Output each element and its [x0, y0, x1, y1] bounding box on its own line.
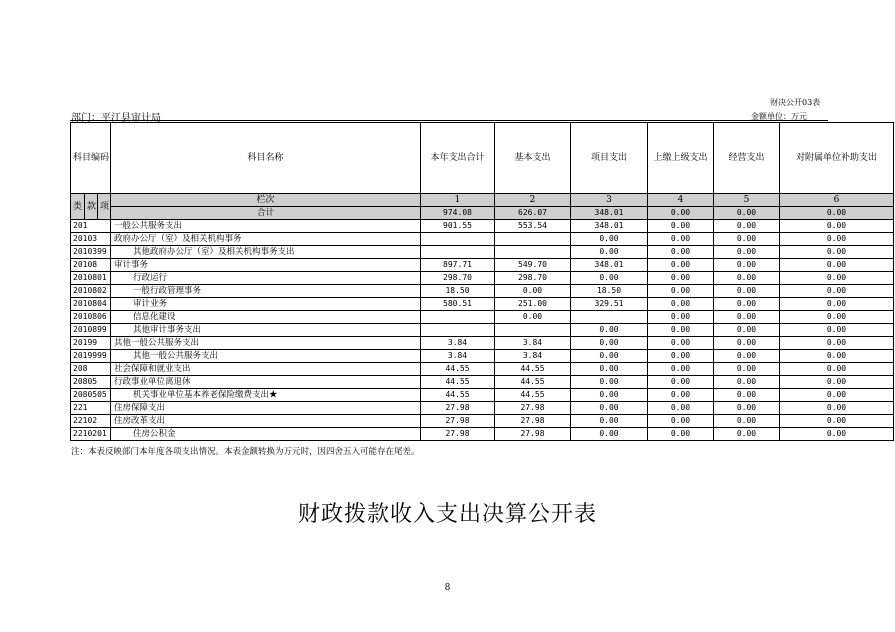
subject-code: 22102 — [71, 415, 111, 428]
amount-cell: 0.00 — [648, 298, 714, 311]
amount-cell: 0.00 — [571, 246, 648, 259]
amount-cell: 0.00 — [648, 246, 714, 259]
amount-cell: 0.00 — [780, 337, 894, 350]
subject-code: 2080505 — [71, 389, 111, 402]
table-row — [71, 363, 894, 376]
total-label: 合计 — [111, 207, 421, 220]
amount-cell: 0.00 — [714, 389, 780, 402]
amount-cell: 18.50 — [571, 285, 648, 298]
table-row — [71, 220, 894, 233]
form-code: 财决公开03表 — [770, 98, 821, 107]
amount-cell: 44.55 — [421, 363, 495, 376]
subject-name: 其他审计事务支出 — [111, 324, 421, 337]
subject-name: 审计事务 — [111, 259, 421, 272]
table-row — [71, 259, 894, 272]
amount-cell: 0.00 — [780, 220, 894, 233]
subject-name: 机关事业单位基本养老保险缴费支出★ — [111, 389, 421, 402]
amount-cell: 553.54 — [495, 220, 571, 233]
amount-cell: 0.00 — [780, 285, 894, 298]
amount-cell: 0.00 — [714, 285, 780, 298]
amount-cell: 0.00 — [714, 428, 780, 441]
amount-cell: 0.00 — [571, 389, 648, 402]
amount-cell: 0.00 — [714, 376, 780, 389]
amount-cell: 27.98 — [495, 428, 571, 441]
amount-cell: 44.55 — [495, 389, 571, 402]
amount-cell: 27.98 — [495, 402, 571, 415]
lanci-label: 栏次 — [111, 194, 421, 207]
amount-cell: 0.00 — [648, 402, 714, 415]
col-number: 6 — [780, 194, 894, 207]
col-basic: 基本支出 — [495, 123, 571, 194]
amount-cell: 0.00 — [648, 311, 714, 324]
amount-cell — [495, 246, 571, 259]
subject-name: 一般行政管理事务 — [111, 285, 421, 298]
table-row — [71, 298, 894, 311]
amount-cell — [421, 311, 495, 324]
col-upper: 上缴上级支出 — [648, 123, 714, 194]
amount-cell: 0.00 — [571, 363, 648, 376]
amount-cell: 0.00 — [648, 220, 714, 233]
amount-cell — [495, 233, 571, 246]
column-number-row — [71, 194, 894, 207]
top-rule — [70, 120, 828, 121]
total-row — [71, 207, 894, 220]
subject-code: 2010802 — [71, 285, 111, 298]
total-cell: 626.07 — [495, 207, 571, 220]
subject-code: 2010899 — [71, 324, 111, 337]
amount-cell: 0.00 — [648, 376, 714, 389]
col-name: 科目名称 — [111, 123, 421, 194]
amount-cell: 0.00 — [648, 259, 714, 272]
amount-cell: 0.00 — [714, 298, 780, 311]
amount-cell: 27.98 — [421, 402, 495, 415]
table-row — [71, 324, 894, 337]
amount-cell: 18.50 — [421, 285, 495, 298]
subject-name: 住房保障支出 — [111, 402, 421, 415]
subject-name: 行政事业单位离退休 — [111, 376, 421, 389]
amount-cell: 0.00 — [780, 376, 894, 389]
amount-cell: 0.00 — [648, 415, 714, 428]
amount-cell: 0.00 — [780, 233, 894, 246]
col-code: 科目编码 — [71, 123, 111, 194]
subject-code: 2210201 — [71, 428, 111, 441]
amount-cell: 0.00 — [648, 363, 714, 376]
col-xiang: 项 — [98, 194, 111, 220]
expenditure-table — [70, 122, 894, 441]
amount-cell: 0.00 — [780, 272, 894, 285]
subject-code: 208 — [71, 363, 111, 376]
amount-cell: 0.00 — [714, 337, 780, 350]
amount-cell: 3.84 — [421, 337, 495, 350]
amount-cell: 27.98 — [495, 415, 571, 428]
amount-cell: 0.00 — [648, 337, 714, 350]
table-row — [71, 337, 894, 350]
col-kuan: 款 — [85, 194, 98, 220]
amount-cell: 251.00 — [495, 298, 571, 311]
amount-cell: 348.01 — [571, 259, 648, 272]
amount-cell: 0.00 — [714, 350, 780, 363]
amount-cell: 298.70 — [495, 272, 571, 285]
amount-cell: 0.00 — [780, 298, 894, 311]
page-number: 8 — [444, 583, 451, 593]
subject-code: 20103 — [71, 233, 111, 246]
amount-cell: 580.51 — [421, 298, 495, 311]
table-row — [71, 272, 894, 285]
amount-cell — [495, 324, 571, 337]
amount-cell: 0.00 — [780, 324, 894, 337]
table-row — [71, 376, 894, 389]
subject-name: 政府办公厅（室）及相关机构事务 — [111, 233, 421, 246]
col-subsidy: 对附属单位补助支出 — [780, 123, 894, 194]
total-cell: 348.01 — [571, 207, 648, 220]
table-note: 注：本表反映部门本年度各项支出情况。本表金额转换为万元时，因四舍五入可能存在尾差。 — [71, 447, 420, 457]
subject-name: 住房改革支出 — [111, 415, 421, 428]
amount-cell: 0.00 — [648, 389, 714, 402]
amount-cell: 0.00 — [714, 324, 780, 337]
total-cell: 974.08 — [421, 207, 495, 220]
amount-cell — [421, 246, 495, 259]
amount-cell: 0.00 — [648, 233, 714, 246]
amount-cell: 901.55 — [421, 220, 495, 233]
amount-cell: 0.00 — [648, 272, 714, 285]
amount-cell: 0.00 — [714, 363, 780, 376]
subject-code: 2010399 — [71, 246, 111, 259]
amount-cell: 0.00 — [714, 272, 780, 285]
amount-cell: 0.00 — [714, 246, 780, 259]
col-business: 经营支出 — [714, 123, 780, 194]
amount-cell: 44.55 — [495, 363, 571, 376]
amount-cell: 0.00 — [780, 415, 894, 428]
amount-cell: 0.00 — [714, 311, 780, 324]
table-row — [71, 415, 894, 428]
amount-cell: 0.00 — [571, 350, 648, 363]
total-cell: 0.00 — [780, 207, 894, 220]
amount-cell: 0.00 — [571, 415, 648, 428]
amount-cell: 44.55 — [421, 376, 495, 389]
subject-name: 信息化建设 — [111, 311, 421, 324]
department-label: 部门：平江县审计局 — [71, 113, 161, 124]
total-cell: 0.00 — [714, 207, 780, 220]
amount-cell: 0.00 — [780, 363, 894, 376]
subject-code: 2010801 — [71, 272, 111, 285]
amount-cell: 0.00 — [714, 402, 780, 415]
amount-cell — [421, 324, 495, 337]
amount-cell: 0.00 — [571, 233, 648, 246]
header-row — [71, 123, 894, 194]
amount-cell: 0.00 — [648, 324, 714, 337]
subject-code: 221 — [71, 402, 111, 415]
amount-cell: 348.01 — [571, 220, 648, 233]
col-number: 1 — [421, 194, 495, 207]
amount-cell: 44.55 — [495, 376, 571, 389]
subject-code: 20199 — [71, 337, 111, 350]
amount-cell: 0.00 — [648, 428, 714, 441]
table-row — [71, 428, 894, 441]
col-project: 项目支出 — [571, 123, 648, 194]
amount-cell: 44.55 — [421, 389, 495, 402]
amount-cell: 0.00 — [648, 350, 714, 363]
table-row — [71, 389, 894, 402]
amount-cell: 0.00 — [571, 402, 648, 415]
amount-unit: 金额单位：万元 — [751, 112, 807, 121]
subject-name: 其他政府办公厅（室）及相关机构事务支出 — [111, 246, 421, 259]
subject-code: 2019999 — [71, 350, 111, 363]
amount-cell: 27.98 — [421, 415, 495, 428]
amount-cell: 0.00 — [780, 259, 894, 272]
subject-code: 20108 — [71, 259, 111, 272]
subject-name: 住房公积金 — [111, 428, 421, 441]
amount-cell: 0.00 — [571, 272, 648, 285]
amount-cell: 549.70 — [495, 259, 571, 272]
amount-cell: 0.00 — [495, 311, 571, 324]
table-row — [71, 246, 894, 259]
amount-cell: 27.98 — [421, 428, 495, 441]
amount-cell: 0.00 — [780, 402, 894, 415]
amount-cell: 0.00 — [571, 324, 648, 337]
amount-cell: 0.00 — [780, 350, 894, 363]
amount-cell: 897.71 — [421, 259, 495, 272]
amount-cell: 0.00 — [780, 246, 894, 259]
col-number: 3 — [571, 194, 648, 207]
subject-code: 2010804 — [71, 298, 111, 311]
subject-name: 一般公共服务支出 — [111, 220, 421, 233]
col-lei: 类 — [71, 194, 85, 220]
amount-cell: 0.00 — [571, 376, 648, 389]
amount-cell: 0.00 — [495, 285, 571, 298]
amount-cell: 0.00 — [714, 259, 780, 272]
amount-cell: 0.00 — [714, 233, 780, 246]
amount-cell: 0.00 — [714, 220, 780, 233]
amount-cell: 0.00 — [571, 337, 648, 350]
subject-code: 20805 — [71, 376, 111, 389]
table-row — [71, 311, 894, 324]
amount-cell: 298.70 — [421, 272, 495, 285]
table-row — [71, 350, 894, 363]
next-table-title: 财政拨款收入支出决算公开表 — [297, 502, 597, 527]
amount-cell — [421, 233, 495, 246]
subject-name: 审计业务 — [111, 298, 421, 311]
col-total: 本年支出合计 — [421, 123, 495, 194]
subject-name: 行政运行 — [111, 272, 421, 285]
amount-cell: 0.00 — [780, 311, 894, 324]
amount-cell: 3.84 — [421, 350, 495, 363]
table-row — [71, 285, 894, 298]
amount-cell: 0.00 — [714, 415, 780, 428]
subject-name: 其他一般公共服务支出 — [111, 337, 421, 350]
col-number: 2 — [495, 194, 571, 207]
col-number: 5 — [714, 194, 780, 207]
subject-name: 社会保障和就业支出 — [111, 363, 421, 376]
subject-code: 201 — [71, 220, 111, 233]
table-row — [71, 233, 894, 246]
subject-code: 2010806 — [71, 311, 111, 324]
amount-cell: 3.84 — [495, 350, 571, 363]
table-row — [71, 402, 894, 415]
amount-cell — [571, 311, 648, 324]
subject-name: 其他一般公共服务支出 — [111, 350, 421, 363]
amount-cell: 0.00 — [780, 428, 894, 441]
total-cell: 0.00 — [648, 207, 714, 220]
col-number: 4 — [648, 194, 714, 207]
amount-cell: 3.84 — [495, 337, 571, 350]
amount-cell: 0.00 — [571, 428, 648, 441]
amount-cell: 0.00 — [780, 389, 894, 402]
amount-cell: 0.00 — [648, 285, 714, 298]
amount-cell: 329.51 — [571, 298, 648, 311]
